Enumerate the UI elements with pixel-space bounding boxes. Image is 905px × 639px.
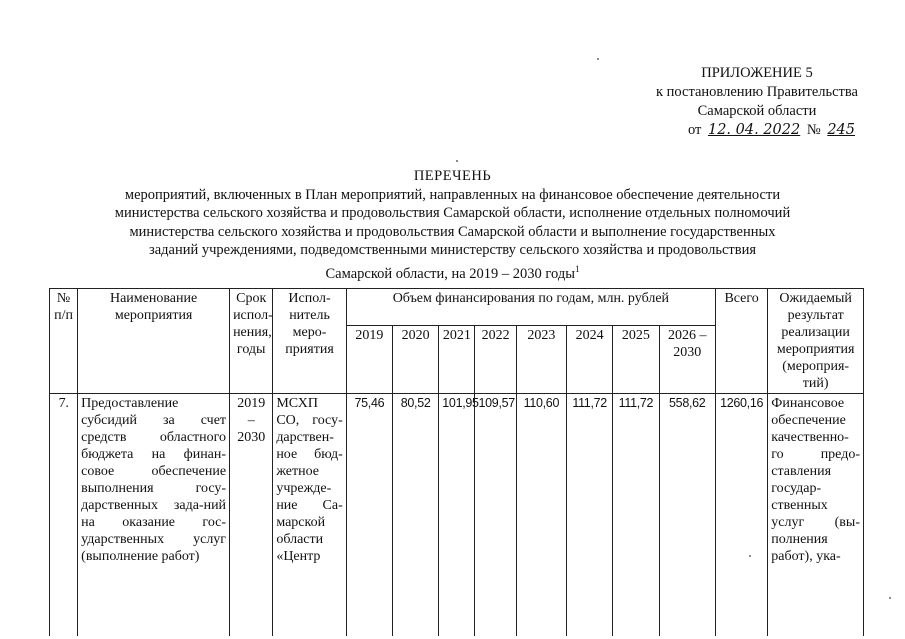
header-row-1: [50, 289, 864, 326]
row-result: Финансовое обеспечение качественно-го предо-ставления государ-ственных услуг (вы-полнения работ), ука-: [768, 394, 864, 637]
date-prefix: от: [687, 122, 702, 138]
total-cell: 1260,16: [715, 394, 767, 637]
table-row: [50, 394, 864, 637]
year-header: 2026 – 2030: [659, 325, 715, 393]
year-header: 2019: [346, 325, 392, 393]
col-term-header: Срок испол-нения, годы: [230, 289, 273, 394]
document-header: [656, 64, 858, 140]
col-executor-header: Испол-нитель меро-приятия: [273, 289, 346, 394]
scan-speck: [749, 555, 751, 557]
value-cell: 558,62: [659, 394, 715, 637]
measures-table: [49, 288, 864, 636]
title-line-2: министерства сельского хозяйства и продовольствия Самарской области, исполнение отдельных полномочий: [114, 205, 791, 221]
value-cell: 101,95: [439, 394, 475, 637]
value-cell: 109,57: [475, 394, 516, 637]
scan-speck: [889, 597, 891, 599]
year-header: 2023: [516, 325, 566, 393]
col-funding-header: Объем финансирования по годам, млн. рублей: [346, 289, 715, 326]
decree-line-1: к постановлению Правительства: [656, 84, 858, 100]
row-number: 7.: [50, 394, 78, 637]
value-cell: 110,60: [516, 394, 566, 637]
decree-date-line: [656, 121, 858, 140]
value-cell: 111,72: [567, 394, 613, 637]
row-executor: МСХП СО, госу-дарствен-ное бюд-жетное учрежде-ние Са-марской области «Центр: [273, 394, 346, 637]
year-header: 2021: [439, 325, 475, 393]
col-total-header: Всего: [715, 289, 767, 394]
col-result-header: Ожидаемый результат реализации мероприятия (мероприя-тий): [768, 289, 864, 394]
title-line-1: мероприятий, включенных в План мероприятий, направленных на финансовое обеспечение деятельности: [124, 186, 781, 203]
decree-line-2: Самарской области: [697, 103, 817, 119]
year-header: 2024: [567, 325, 613, 393]
title-line-4: заданий учреждениями, подведомственными министерству сельского хозяйства и продовольствия: [148, 242, 757, 258]
row-term: 2019 – 2030: [230, 394, 273, 637]
col-num-header: № п/п: [50, 289, 78, 394]
value-cell: 111,72: [613, 394, 659, 637]
appendix-label: ПРИЛОЖЕНИЕ 5: [701, 65, 813, 81]
col-name-header: Наименование мероприятия: [78, 289, 230, 394]
scan-speck: [456, 160, 458, 162]
value-cell: 75,46: [346, 394, 392, 637]
decree-date: 12. 04. 2022: [707, 122, 801, 138]
title-line-5: Самарской области, на 2019 – 2030 годы: [325, 265, 575, 282]
year-header: 2025: [613, 325, 659, 393]
year-header: 2020: [393, 325, 439, 393]
title-heading: ПЕРЕЧЕНЬ: [413, 168, 492, 184]
title-line-3: министерства сельского хозяйства и продовольствия Самарской области и выполнение государственных: [129, 223, 776, 240]
year-header: 2022: [475, 325, 516, 393]
title-line-5-wrap: [0, 260, 905, 283]
number-prefix: №: [806, 122, 821, 138]
row-name: Предоставление субсидий за счет средств областного бюджета на финан-совое обеспечение выполнения госу-дарственных зада-ний на оказание гос-ударственных услуг (выполнение работ): [78, 394, 230, 637]
value-cell: 80,52: [393, 394, 439, 637]
scan-speck: [597, 58, 599, 60]
footnote-mark: 1: [574, 263, 580, 274]
document-title: [0, 167, 905, 283]
decree-number: 245: [827, 122, 855, 138]
